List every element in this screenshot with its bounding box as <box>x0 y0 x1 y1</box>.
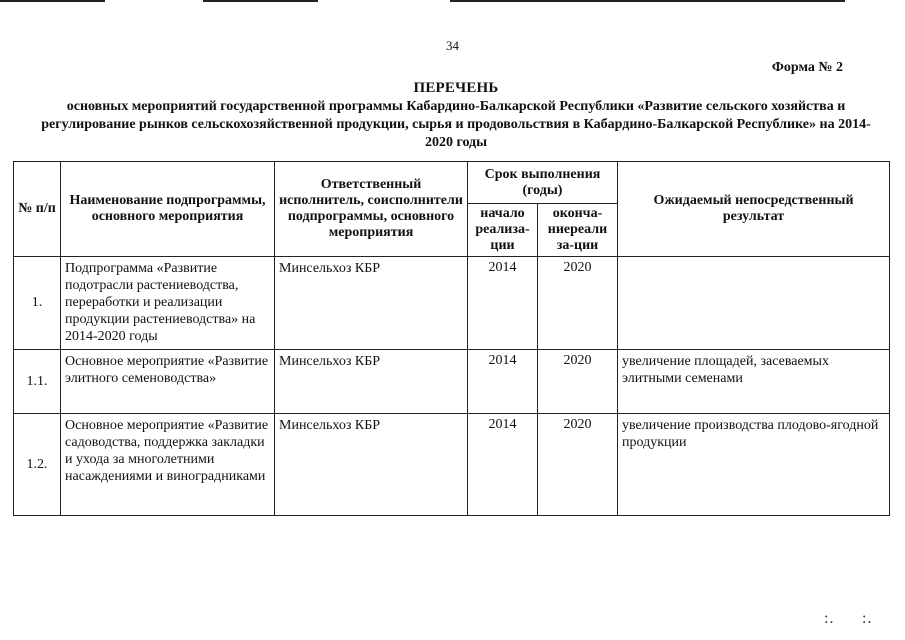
table-row <box>14 414 890 516</box>
row-start-year: 2014 <box>468 350 538 414</box>
row-name: Основное мероприятие «Развитие элитного семеноводства» <box>61 350 275 414</box>
page-number: 34 <box>446 38 459 53</box>
row-executor: Минсельхоз КБР <box>275 350 468 414</box>
table-row <box>14 257 890 350</box>
header-executor: Ответственный исполнитель, соисполнители подпрограммы, основного мероприятия <box>275 162 468 257</box>
form-label: Форма № 2 <box>771 60 843 75</box>
header-period: Срок выполнения (годы) <box>468 162 618 204</box>
top-rule-2 <box>203 0 318 2</box>
header-result: Ожидаемый непосредственный результат <box>618 162 890 257</box>
row-start-year: 2014 <box>468 257 538 350</box>
header-start: начало реализа-ции <box>468 204 538 257</box>
document-subtitle: основных мероприятий государственной программы Кабардино-Балкарской Республики «Развитие сельского хозяйства и регулирование рынков сельскохозяйственной продукции, сырья и продовольствия в Кабардино-Балкарской Республике» на 2014-2020 годы <box>41 99 871 150</box>
row-start-year: 2014 <box>468 414 538 516</box>
row-num: 1. <box>14 257 61 350</box>
table-row <box>14 350 890 414</box>
measures-table <box>13 161 890 516</box>
header-num: № п/п <box>14 162 61 257</box>
row-executor: Минсельхоз КБР <box>275 257 468 350</box>
scan-mark-2: :. <box>862 610 873 627</box>
header-name: Наименование подпрограммы, основного мероприятия <box>61 162 275 257</box>
top-rule-1 <box>0 0 105 2</box>
row-result: увеличение производства плодово-ягодной продукции <box>618 414 890 516</box>
row-name: Основное мероприятие «Развитие садоводства, поддержка закладки и ухода за многолетними насаждениями и виноградниками <box>61 414 275 516</box>
row-end-year: 2020 <box>538 414 618 516</box>
row-result <box>618 257 890 350</box>
row-result: увеличение площадей, засеваемых элитными семенами <box>618 350 890 414</box>
document-title: ПЕРЕЧЕНЬ <box>413 80 499 96</box>
row-executor: Минсельхоз КБР <box>275 414 468 516</box>
row-num: 1.1. <box>14 350 61 414</box>
scan-mark-1: :. <box>824 610 835 627</box>
document-heading <box>40 80 872 152</box>
top-rule-3 <box>450 0 845 2</box>
row-name: Подпрограмма «Развитие подотрасли растениеводства, переработки и реализации продукции растениеводства» на 2014-2020 годы <box>61 257 275 350</box>
row-end-year: 2020 <box>538 257 618 350</box>
row-end-year: 2020 <box>538 350 618 414</box>
header-end: оконча-ниереали за-ции <box>538 204 618 257</box>
row-num: 1.2. <box>14 414 61 516</box>
